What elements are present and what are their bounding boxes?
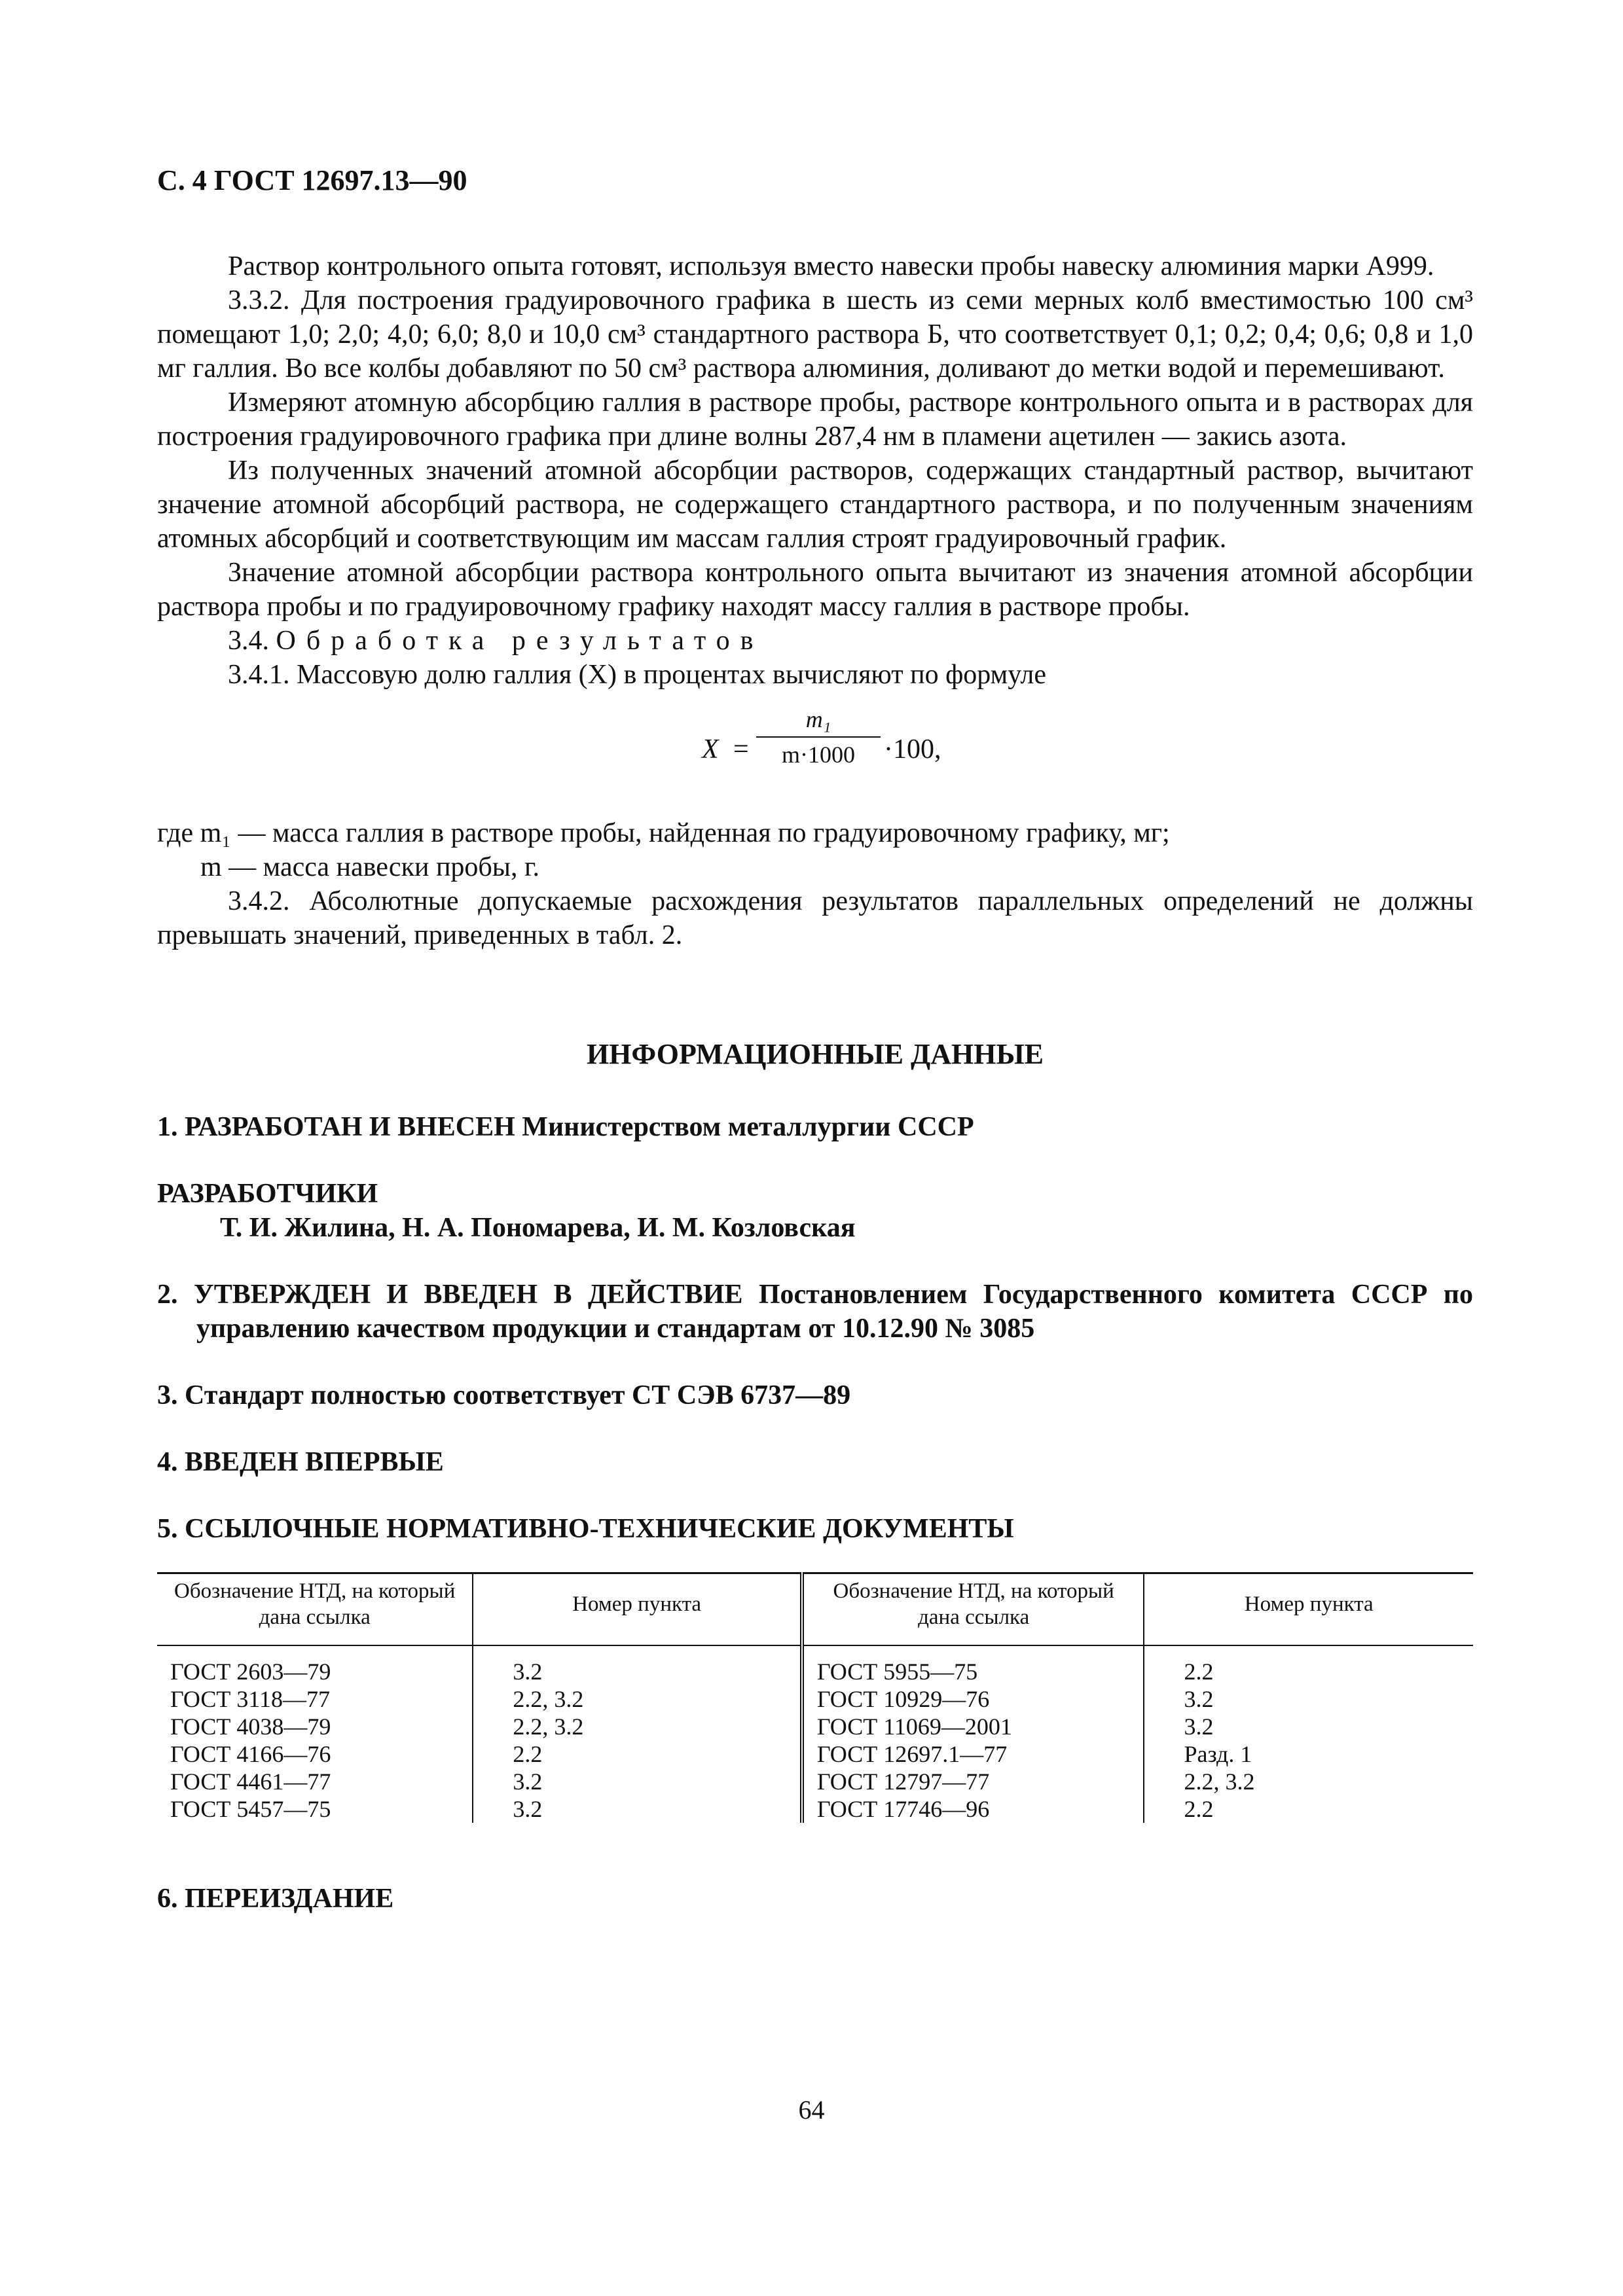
developers-label: РАЗРАБОТЧИКИ bbox=[157, 1179, 378, 1209]
table-cell: ГОСТ 12697.1—77 bbox=[802, 1740, 1144, 1768]
page-number: 64 bbox=[798, 2095, 825, 2125]
section-3-4-heading bbox=[157, 624, 1473, 658]
table-cell: 2.2, 3.2 bbox=[473, 1713, 802, 1740]
formula-legend bbox=[157, 816, 1473, 884]
table-cell: Разд. 1 bbox=[1184, 1741, 1252, 1767]
fraction-bar bbox=[756, 736, 881, 738]
paragraph-3-3-2: 3.3.2. Для построения градуировочного графика в шесть из семи мерных колб вместимостью 100 см³ помещают 1,0; 2,0; 4,0; 6,0; 8,0 и 10,0 см³ стандартного раствора Б, что соответствует 0,1; 0,2; 0,4; 0,6; 0,8 и 1,0 мг галлия. Во все колбы добавляют по 50 см³ раствора алюминия, доливают до метки водой и перемешивают. bbox=[157, 285, 1473, 384]
table-cell: 3.2 bbox=[1184, 1713, 1214, 1740]
info-item-3: 3. Стандарт полностью соответствует СТ СЭВ 6737—89 bbox=[157, 1380, 851, 1410]
document-page bbox=[157, 164, 1473, 1948]
table-cell: ГОСТ 4038—79 bbox=[157, 1713, 473, 1740]
paragraph-measure: Измеряют атомную абсорбцию галлия в растворе пробы, растворе контрольного опыта и в растворах для построения градуировочного графика при длине волны 287,4 нм в пламени ацетилен — закись азота. bbox=[157, 387, 1473, 452]
table-cell: ГОСТ 4461—77 bbox=[157, 1768, 473, 1795]
table-cell: ГОСТ 12797—77 bbox=[802, 1768, 1144, 1795]
col-header-ntd-left: Обозначение НТД, на который дана ссылка bbox=[157, 1573, 473, 1646]
table-cell: ГОСТ 11069—2001 bbox=[802, 1713, 1144, 1740]
table-cell: ГОСТ 4166—76 bbox=[157, 1740, 473, 1768]
paragraph-control-solution: Раствор контрольного опыта готовят, используя вместо навески пробы навеску алюминия марки А999. bbox=[228, 251, 1434, 281]
formula-equals: = bbox=[733, 734, 749, 764]
table-cell: ГОСТ 17746—96 bbox=[802, 1795, 1144, 1823]
legend-m1: где m₁ — масса галлия в растворе пробы, найденная по градуировочному графику, мг; bbox=[157, 818, 1170, 848]
developers-names: Т. И. Жилина, Н. А. Пономарева, И. М. Козловская bbox=[220, 1213, 856, 1243]
info-developers bbox=[157, 1177, 1473, 1245]
formula-denominator: m·1000 bbox=[782, 742, 855, 768]
section-3-4-title: Обработка результатов bbox=[276, 626, 764, 656]
table-cell: 3.2 bbox=[1184, 1686, 1214, 1712]
info-item-1: 1. РАЗРАБОТАН И ВНЕСЕН Министерством металлургии СССР bbox=[157, 1112, 974, 1142]
col-header-item-right: Номер пункта bbox=[1144, 1573, 1473, 1646]
formula-rhs: ·100, bbox=[884, 734, 941, 764]
paragraph-3-4-1: 3.4.1. Массовую долю галлия (X) в процентах вычисляют по формуле bbox=[228, 660, 1046, 690]
table-row bbox=[157, 1795, 1473, 1823]
table-cell: 2.2 bbox=[1184, 1659, 1214, 1685]
table-header-row bbox=[157, 1573, 1473, 1646]
table-row bbox=[157, 1713, 1473, 1740]
info-section-title: ИНФОРМАЦИОННЫЕ ДАННЫЕ bbox=[586, 1038, 1044, 1070]
table-cell: ГОСТ 10929—76 bbox=[802, 1685, 1144, 1713]
paragraph-subtract: Из полученных значений атомной абсорбции растворов, содержащих стандартный раствор, вычитают значение атомной абсорбций раствора, не содержащего стандартного раствора, и по полученным значениям атомных абсорбций и соответствующим им массам галлия строят градуировочный график. bbox=[157, 456, 1473, 554]
table-cell: ГОСТ 2603—79 bbox=[157, 1645, 473, 1685]
col-header-item-left: Номер пункта bbox=[473, 1573, 802, 1646]
legend-m: m — масса навески пробы, г. bbox=[200, 852, 540, 882]
table-cell: 2.2, 3.2 bbox=[1184, 1768, 1255, 1795]
info-item-4: 4. ВВЕДЕН ВПЕРВЫЕ bbox=[157, 1447, 444, 1477]
reference-documents-table bbox=[157, 1572, 1473, 1823]
paragraph-3-4-2: 3.4.2. Абсолютные допускаемые расхождения результатов параллельных определений не должны превышать значений, приведенных в табл. 2. bbox=[157, 886, 1473, 950]
table-cell: 2.2 bbox=[1184, 1796, 1214, 1822]
table-cell: 2.2, 3.2 bbox=[473, 1685, 802, 1713]
info-item-2: 2. УТВЕРЖДЕН И ВВЕДЕН В ДЕЙСТВИЕ Постановлением Государственного комитета СССР по управлению качеством продукции и стандартам от 10.12.90 № 3085 bbox=[157, 1280, 1473, 1344]
col-header-ntd-right: Обозначение НТД, на который дана ссылка bbox=[802, 1573, 1144, 1646]
info-item-6: 6. ПЕРЕИЗДАНИЕ bbox=[157, 1884, 394, 1914]
info-item-5: 5. ССЫЛОЧНЫЕ НОРМАТИВНО-ТЕХНИЧЕСКИЕ ДОКУМЕНТЫ bbox=[157, 1514, 1014, 1544]
paragraph-control-value: Значение атомной абсорбции раствора контрольного опыта вычитают из значения атомной абсорбции раствора пробы и по градуировочному графику находят массу галлия в растворе пробы. bbox=[157, 558, 1473, 622]
table-cell: 3.2 bbox=[473, 1768, 802, 1795]
table-row bbox=[157, 1740, 1473, 1768]
table-row bbox=[157, 1645, 1473, 1685]
page-header: С. 4 ГОСТ 12697.13—90 bbox=[157, 164, 467, 196]
table-cell: 2.2 bbox=[473, 1740, 802, 1768]
formula-fraction bbox=[756, 705, 881, 769]
table-cell: 3.2 bbox=[473, 1795, 802, 1823]
table-cell: 3.2 bbox=[473, 1645, 802, 1685]
table-row bbox=[157, 1685, 1473, 1713]
formula-lhs: X bbox=[702, 734, 719, 764]
formula-numerator: m₁ bbox=[805, 706, 831, 732]
table-cell: ГОСТ 5457—75 bbox=[157, 1795, 473, 1823]
table-cell: ГОСТ 3118—77 bbox=[157, 1685, 473, 1713]
section-3-4-number: 3.4. bbox=[228, 626, 269, 656]
mass-fraction-formula bbox=[157, 705, 1473, 790]
table-cell: ГОСТ 5955—75 bbox=[802, 1645, 1144, 1685]
table-row bbox=[157, 1768, 1473, 1795]
